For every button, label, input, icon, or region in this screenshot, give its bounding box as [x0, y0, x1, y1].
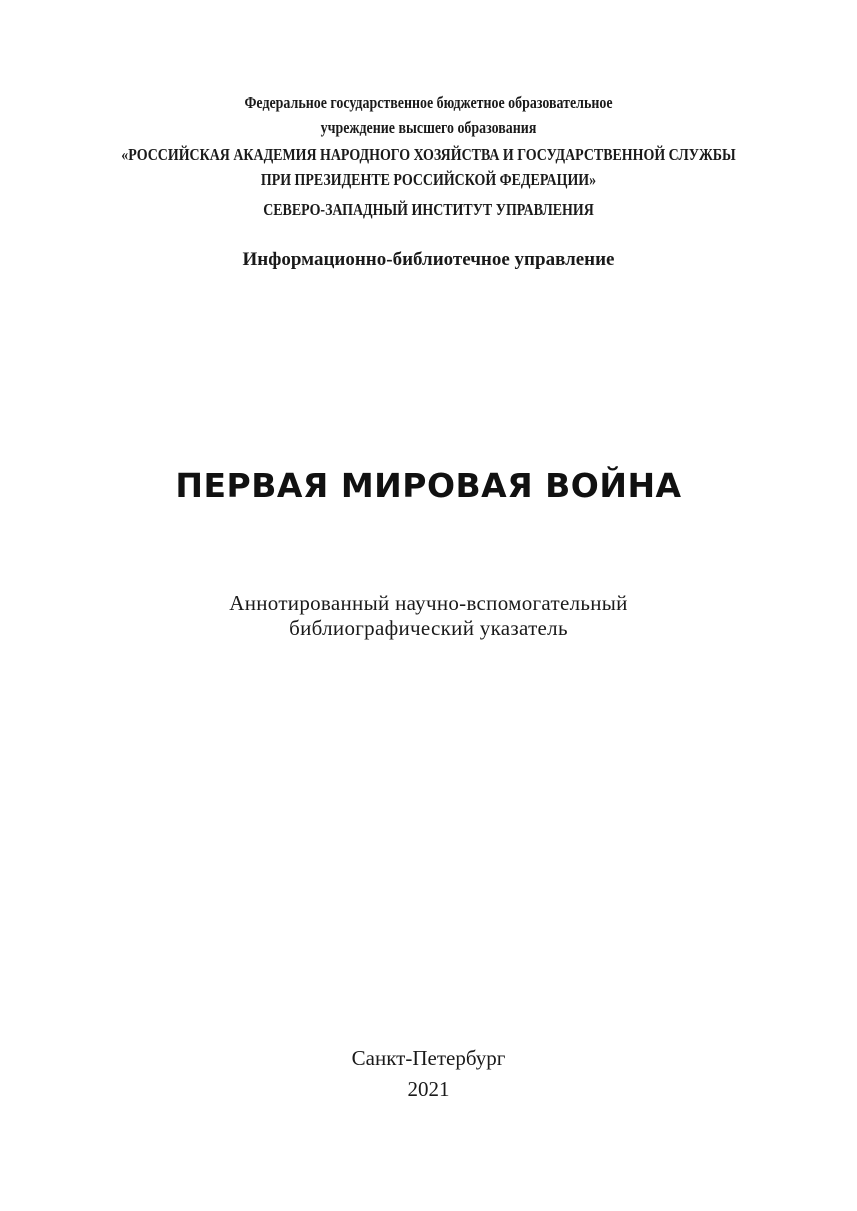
document-title: ПЕРВАЯ МИРОВАЯ ВОЙНА	[175, 466, 682, 505]
institute-name: СЕВЕРО-ЗАПАДНЫЙ ИНСТИТУТ УПРАВЛЕНИЯ	[263, 200, 594, 219]
subtitle-line-1: Аннотированный научно-вспомогательный	[229, 591, 628, 615]
institution-line-1: Федеральное государственное бюджетное образовательное	[244, 93, 613, 112]
publication-year: 2021	[407, 1077, 450, 1101]
institution-name-line-1: «РОССИЙСКАЯ АКАДЕМИЯ НАРОДНОГО ХОЗЯЙСТВА И ГОСУДАРСТВЕННОЙ СЛУЖБЫ	[121, 145, 736, 164]
institution-line-2: учреждение высшего образования	[320, 118, 537, 137]
publication-city: Санкт-Петербург	[351, 1046, 506, 1070]
institution-name-line-2: ПРИ ПРЕЗИДЕНТЕ РОССИЙСКОЙ ФЕДЕРАЦИИ»	[260, 170, 597, 189]
subtitle-line-2: библиографический указатель	[289, 616, 568, 640]
department-name: Информационно-библиотечное управление	[242, 249, 615, 270]
